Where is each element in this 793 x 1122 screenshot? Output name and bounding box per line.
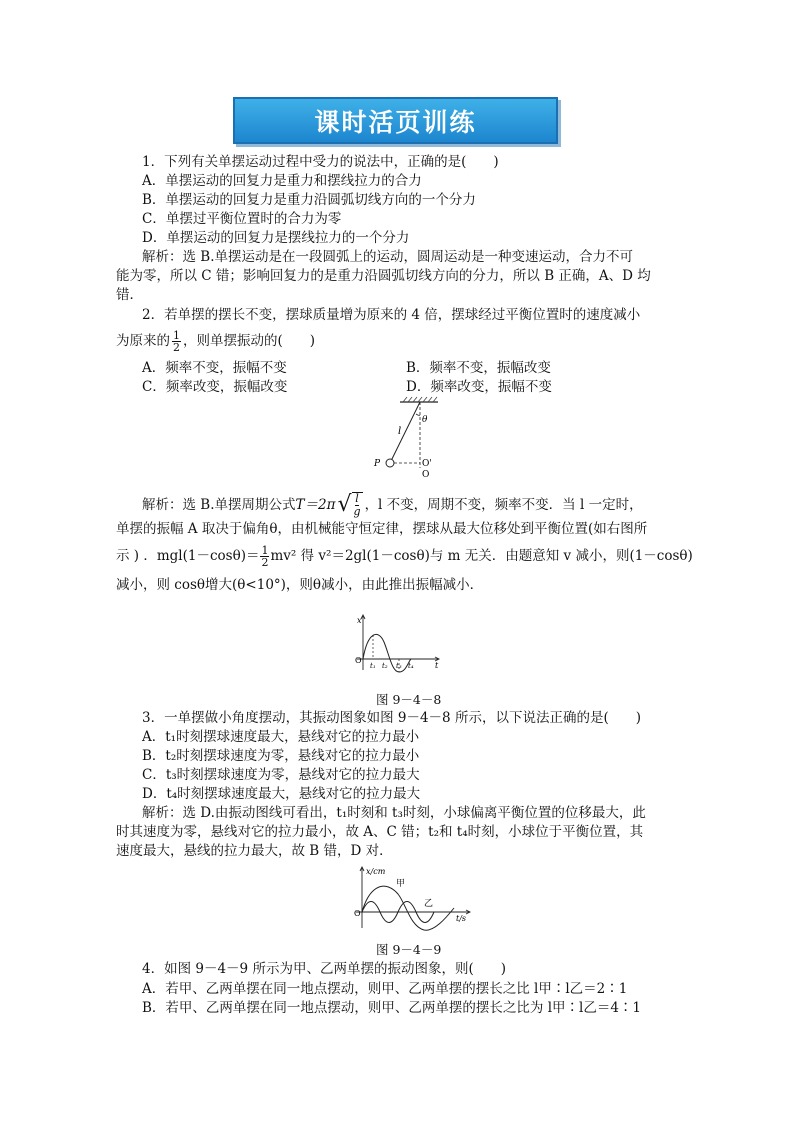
fraction-numerator-2: 1 <box>261 544 269 557</box>
period-formula: T＝2π <box>295 496 336 513</box>
label-theta: θ <box>422 415 428 425</box>
q3-option-d: D．t₄时刻摆球速度最大，悬线对它的拉力最大 <box>142 786 421 802</box>
q2-stem-text-a: 为原来的 <box>116 333 170 349</box>
sqrt-numerator: l <box>355 492 359 505</box>
sqrt-fraction <box>352 492 363 518</box>
q1-option-c: C．单摆过平衡位置时的合力为零 <box>142 211 342 227</box>
q4-option-a: A．若甲、乙两单摆在同一地点摆动，则甲、乙两单摆的摆长之比 l甲∶l乙＝2∶1 <box>142 981 628 997</box>
q2-option-a: A．频率不变，振幅不变 <box>142 360 287 376</box>
label-p: P <box>374 459 381 469</box>
q2-solution-line-4: 减小，则 cosθ增大(θ<10°)，则θ减小，由此推出振幅减小． <box>116 577 484 593</box>
fraction-denominator: 2 <box>173 341 180 354</box>
q3-option-b: B．t₂时刻摆球速度为零，悬线对它的拉力最小 <box>142 748 420 764</box>
title-banner <box>233 97 558 144</box>
q2-sol-text-a: 解析：选 B.单摆周期公式 <box>142 496 296 513</box>
figure-9-4-8 <box>345 612 445 676</box>
q3-option-a: A．t₁时刻摆球速度最大，悬线对它的拉力最小 <box>142 729 420 745</box>
sqrt-sign-icon: √ <box>337 492 352 517</box>
q1-stem: 1．下列有关单摆运动过程中受力的说法中，正确的是( ) <box>142 154 499 170</box>
q1-solution-line-3: 错． <box>116 287 143 303</box>
fraction-half <box>172 330 181 353</box>
fig8-tick-t1: t₁ <box>370 662 376 670</box>
q3-stem: 3．一单摆做小角度摆动，其振动图象如图 9－4－8 所示，以下说法正确的是( ) <box>142 710 641 726</box>
q2-solution-line-1 <box>142 492 643 518</box>
fig9-axis-y: x/cm <box>366 867 386 876</box>
q2-option-c: C．频率改变，振幅改变 <box>142 379 288 395</box>
q1-option-d: D．单摆运动的回复力是摆线拉力的一个分力 <box>142 230 410 246</box>
figure-9-4-9-caption: 图 9－4－9 <box>376 942 442 957</box>
sqrt-expression <box>337 492 362 518</box>
label-l: l <box>398 426 402 437</box>
fig9-axis-x: t/s <box>456 914 467 923</box>
q3-option-c: C．t₃时刻摆球速度为零，悬线对它的拉力最大 <box>142 767 420 783</box>
pendulum-diagram <box>370 396 450 480</box>
label-o-prime: O' <box>422 459 432 469</box>
q2-solution-line-3 <box>116 545 693 568</box>
q2-sol3-text-b: mv² 得 v²＝2gl(1－cosθ)与 m 无关．由题意知 v 减小，则(1－cosθ) <box>270 548 693 564</box>
q2-sol3-text-a: 示 ) ．mgl(1－cosθ)＝ <box>116 548 260 564</box>
q1-solution-line-2: 能为零，所以 C 错；影响回复力的是重力沿圆弧切线方向的分力，所以 B 正确，A、D 均 <box>116 268 651 284</box>
fig9-label-jia: 甲 <box>396 879 406 889</box>
q2-option-d: D．频率改变，振幅不变 <box>406 379 552 395</box>
q4-stem: 4．如图 9－4－9 所示为甲、乙两单摆的振动图象，则( ) <box>142 961 506 977</box>
q2-stem-text-b: ，则单摆振动的( ) <box>183 333 316 349</box>
label-o: O <box>422 470 430 480</box>
q1-option-a: A．单摆运动的回复力是重力和摆线拉力的合力 <box>142 173 422 189</box>
fig8-tick-t4: t₄ <box>408 662 414 670</box>
fig8-axis-x: t <box>435 661 439 670</box>
q2-option-b: B．频率不变，振幅改变 <box>406 360 551 376</box>
fraction-denominator-2: 2 <box>261 556 269 569</box>
sqrt-denominator: g <box>353 505 361 518</box>
q1-solution-line-1: 解析：选 B.单摆运动是在一段圆弧上的运动，圆周运动是一种变速运动，合力不可 <box>142 249 634 265</box>
q1-option-b: B．单摆运动的回复力是重力沿圆弧切线方向的一个分力 <box>142 192 476 208</box>
q3-solution-line-2: 时其速度为零，悬线对它的拉力最小，故 A、C 错；t₂和 t₄时刻，小球位于平衡位置，其 <box>116 824 644 840</box>
q2-sol-text-b: ，l 不变，周期不变，频率不变．当 l 一定时， <box>364 496 643 513</box>
q3-solution-line-1: 解析：选 D.由振动图线可看出，t₁时刻和 t₃时刻，小球偏离平衡位置的位移最大，此 <box>142 805 646 821</box>
figure-9-4-9 <box>346 864 476 936</box>
fig9-origin: O <box>354 909 361 918</box>
q2-solution-line-2: 单摆的振幅 A 取决于偏角θ，由机械能守恒定律，摆球从最大位移处到平衡位置(如右图所 <box>116 521 648 537</box>
q2-stem-line-1: 2．若单摆的摆长不变，摆球质量增为原来的 4 倍，摆球经过平衡位置时的速度减小 <box>142 307 641 323</box>
fig8-tick-t2: t₂ <box>382 662 388 670</box>
figure-9-4-8-caption: 图 9－4－8 <box>376 692 442 707</box>
fraction-half-2 <box>260 545 269 568</box>
q4-option-b: B．若甲、乙两单摆在同一地点摆动，则甲、乙两单摆的摆长之比为 l甲∶l乙＝4∶1 <box>142 1000 642 1016</box>
q2-stem-line-2 <box>116 330 315 353</box>
fig8-axis-y: x <box>357 616 362 625</box>
fig8-origin: O <box>355 656 362 665</box>
fig8-tick-t3: t₃ <box>396 662 402 670</box>
fraction-numerator: 1 <box>173 329 180 342</box>
fig9-label-yi: 乙 <box>424 899 434 909</box>
q3-solution-line-3: 速度最大，悬线的拉力最大，故 B 错，D 对． <box>116 843 393 859</box>
page-title: 课时活页训练 <box>314 107 477 137</box>
